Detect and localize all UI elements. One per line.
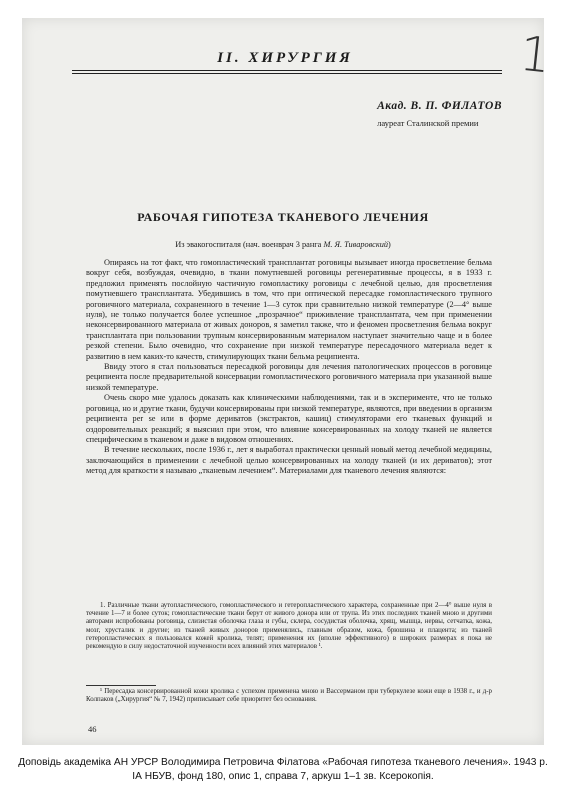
article-body <box>86 258 492 477</box>
archive-caption <box>0 756 566 784</box>
footnote-rule <box>86 685 156 686</box>
body-paragraph: Ввиду этого я стал пользоваться пересадкой роговицы для лечения патологических процессов в роговице реципиента после предварительной консервации гомопластического роговичного материала при указанной выше низкой температуре. <box>86 362 492 392</box>
author-title: лауреат Сталинской премии <box>377 118 479 128</box>
author-name: Акад. В. П. ФИЛАТОВ <box>377 100 502 112</box>
section-title: II. ХИРУРГИЯ <box>217 50 353 66</box>
body-paragraph: В течение нескольких, после 1936 г., лет я выработал практически ценный новый метод лечебной медицины, заключающийся в применении с лечебной целью консервированных на холоду тканей (и их дериватов); этот метод для краткости я называю „тканевым лечением“. Материалами для тканевого лечения являются: <box>86 445 492 476</box>
materials-item: 1. Различные ткани аутопластического, гомопластического и гетеропластического характера, сохраненные при 2—4° выше нуля в течение 1—7 и более суток; гомопластические ткани берут от живого донора или от трупа. Из этих последних тканей мною и другими авторами испробованы роговица, слизистая оболочка глаза и губы, склера, сосудистая оболочка, хрящ, мышца, нервы, сетчатка, кожа, мозг, хрусталик и другие; из тканей живых доноров применялись, главным образом, кожа, брюшина и плацента; из тканей гетеропластических я пользовался кожей кролика, телят; применения их (вполне эффективного) в широких размерах я пока не рекомендую в силу недостаточной изученности всех влияний этих материалов ¹. <box>86 602 492 651</box>
footnote-text: ¹ Пересадка консервированной кожи кролика с успехом применена мною и Вассерманом при туберкулезе кожи еще в 1938 г., и д-р Колпаков („Хирургия“ № 7, 1942) приписывает себе приоритет без основания. <box>86 688 492 704</box>
author-block <box>377 100 502 128</box>
source-suffix: ) <box>388 240 391 249</box>
handwritten-page-mark: 1 <box>517 25 554 85</box>
materials-list <box>86 602 492 651</box>
source-prefix: Из эвакогоспиталя (нач. военврач 3 ранга <box>175 240 322 249</box>
section-header <box>70 48 500 70</box>
caption-line-2: ІА НБУВ, фонд 180, опис 1, справа 7, аркуш 1–1 зв. Ксерокопія. <box>132 771 434 782</box>
footnote <box>86 688 492 704</box>
header-rule-bottom <box>72 73 502 74</box>
page-number: 46 <box>88 724 97 734</box>
source-line <box>22 240 544 249</box>
scanned-page <box>22 18 554 745</box>
body-paragraph: Опираясь на тот факт, что гомопластический трансплантат роговицы вызывает иногда просветление бельма вокруг себя, возбуждая, очевидно, в ткани помутневшей роговицы регенеративные процессы, я в 1933 г. предложил применять послойную частичную гомопластику роговицы с лечебной целью, для просветления помутневшего трансплантата. Убедившись в том, что при оптической пересадке гомопластического трупного роговичного материала, сохраненного в течение 1—3 суток при сравнительно низкой температуре (2—4° выше нуля), не только получается более успешное „прозрачное“ приживление трансплантата, чем при применении неконсервированного материала от живых доноров, я заметил также, что и феномен просветления бельма вокруг трансплантата при пользовании трупным консервированным материалом наступает значительно чаще и в более резкой степени. Было очевидно, что сохранение при низкой температуре пересадочного материала ведет к развитию в нем каких-то качеств, стимулирующих ткани бельма реципиента. <box>86 258 492 361</box>
article-title: РАБОЧАЯ ГИПОТЕЗА ТКАНЕВОГО ЛЕЧЕНИЯ <box>137 210 429 224</box>
body-paragraph: Очень скоро мне удалось доказать как клиническими наблюдениями, так и в эксперименте, что не только роговица, но и другие ткани, будучи консервированы при низкой температуре, являются, при введении в организм реципиента per se или в форме дериватов (экстрактов, кашиц) стимуляторами его тканевых функций и оздоровительных реакций; я выяснил при этом, что влияние консервированных на холоду тканей не является специфическим в тканевом и даже в видовом отношениях. <box>86 393 492 444</box>
source-name: М. Я. Тиваровский <box>323 240 389 249</box>
header-rule-top <box>72 70 502 71</box>
caption-line-1: Доповідь академіка АН УРСР Володимира Петровича Філатова «Рабочая гипотеза тканевого лечения». 1943 р. <box>18 757 548 768</box>
